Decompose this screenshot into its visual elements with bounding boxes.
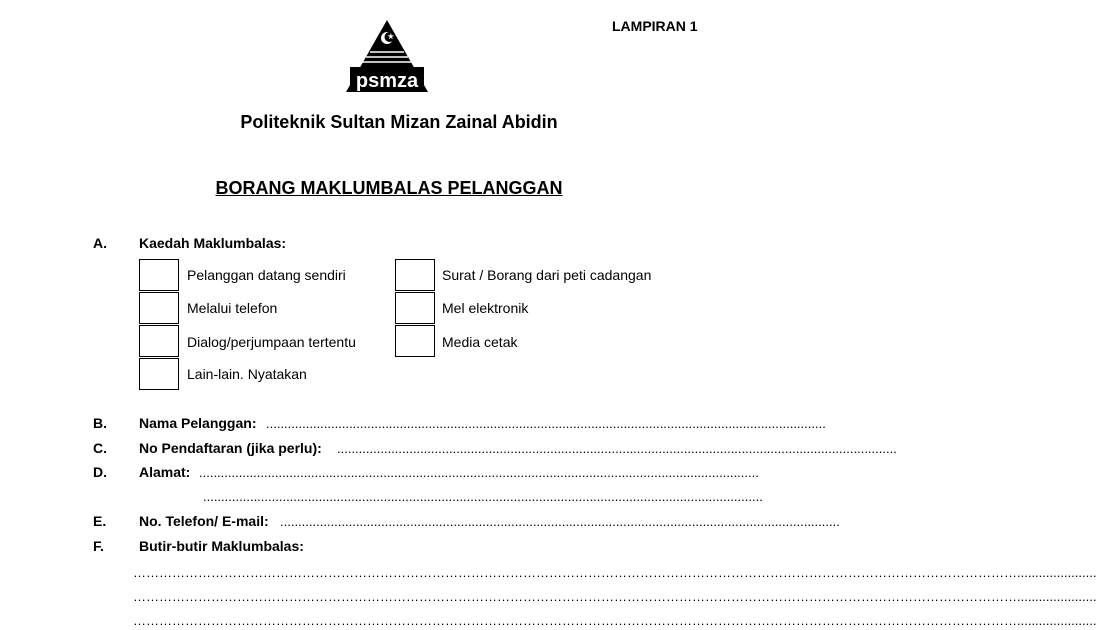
butir-field-line-2[interactable]: ……………………………………………………………………………………………………………………………………………………………………………………......................	[133, 589, 1096, 604]
section-d-label: Alamat:	[139, 464, 191, 480]
section-f-letter: F.	[93, 538, 104, 554]
checkbox-lain-lain[interactable]	[139, 358, 179, 390]
logo-text: psmza	[355, 70, 419, 92]
checkbox-mel-elektronik[interactable]	[395, 292, 435, 324]
section-a-label: Kaedah Maklumbalas:	[139, 235, 287, 251]
psmza-logo	[344, 18, 430, 94]
section-d-letter: D.	[93, 464, 107, 480]
checkbox-media-cetak[interactable]	[395, 325, 435, 357]
option-dialog: Dialog/perjumpaan tertentu	[187, 334, 356, 350]
section-b-letter: B.	[93, 415, 107, 431]
institution-name: Politeknik Sultan Mizan Zainal Abidin	[240, 112, 558, 132]
nama-pelanggan-field[interactable]: ...........................................................................................................................................................	[266, 416, 826, 431]
telefon-email-field[interactable]: ...........................................................................................................................................................	[280, 514, 840, 529]
lampiran-label: LAMPIRAN 1	[612, 18, 698, 34]
option-mel-elektronik: Mel elektronik	[442, 300, 529, 316]
butir-field-line-3[interactable]: ……………………………………………………………………………………………………………………………………………………………………………………......................	[133, 613, 1096, 628]
section-e-letter: E.	[93, 513, 107, 529]
option-pelanggan-datang: Pelanggan datang sendiri	[187, 267, 346, 283]
alamat-field-line-2[interactable]: ...........................................................................................................................................................	[203, 489, 763, 504]
butir-field-line-1[interactable]: ……………………………………………………………………………………………………………………………………………………………………………………......................	[133, 565, 1096, 580]
no-pendaftaran-field[interactable]: ...........................................................................................................................................................	[337, 441, 897, 456]
section-e-label: No. Telefon/ E-mail:	[139, 513, 269, 529]
section-b-label: Nama Pelanggan:	[139, 415, 257, 431]
section-a-letter: A.	[93, 235, 107, 251]
section-c-letter: C.	[93, 440, 107, 456]
section-c-label: No Pendaftaran (jika perlu):	[139, 440, 322, 456]
checkbox-dialog[interactable]	[139, 325, 179, 357]
checkbox-surat[interactable]	[395, 259, 435, 291]
option-melalui-telefon: Melalui telefon	[187, 300, 278, 316]
form-title: BORANG MAKLUMBALAS PELANGGAN	[215, 178, 563, 198]
option-lain-lain: Lain-lain. Nyatakan	[187, 366, 307, 382]
section-f-label: Butir-butir Maklumbalas:	[139, 538, 304, 554]
alamat-field-line-1[interactable]: ...........................................................................................................................................................	[199, 465, 759, 480]
option-media-cetak: Media cetak	[442, 334, 518, 350]
checkbox-pelanggan-datang[interactable]	[139, 259, 179, 291]
option-surat: Surat / Borang dari peti cadangan	[442, 267, 652, 283]
checkbox-melalui-telefon[interactable]	[139, 292, 179, 324]
